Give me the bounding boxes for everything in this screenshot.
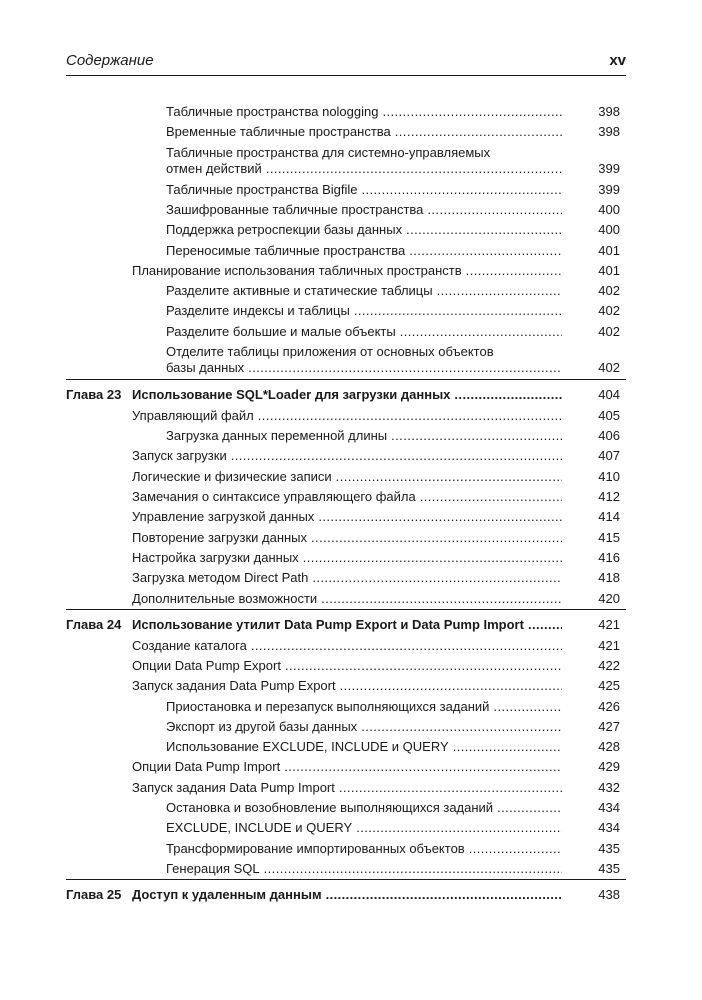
page-number: 401 <box>598 242 620 258</box>
entry-title: Загрузка данных переменной длины ..... <box>166 428 562 444</box>
entry-title: Разделите индексы и таблицы ..... <box>166 303 562 319</box>
chapter-label: Глава 25 <box>66 887 122 903</box>
entry-title: Табличные пространства Bigfile ..... <box>166 182 562 198</box>
page-number: 422 <box>598 657 620 673</box>
page-number: 400 <box>598 222 620 238</box>
entry-title: Опции Data Pump Import ..... <box>132 759 562 775</box>
entry-title: Поддержка ретроспекции базы данных ..... <box>166 222 562 238</box>
entry-title: Переносимые табличные пространства ..... <box>166 243 562 259</box>
entry-title: Управление загрузкой данных ..... <box>132 509 562 525</box>
page-number: 426 <box>598 698 620 714</box>
page-number: 404 <box>598 387 620 402</box>
running-header-page-number: xv <box>609 52 626 69</box>
page-number: 402 <box>598 303 620 319</box>
page-number: 405 <box>598 407 620 423</box>
entry-title: Опции Data Pump Export ..... <box>132 658 562 674</box>
entry-title: Загрузка методом Direct Path ..... <box>132 570 562 586</box>
entry-title: отмен действий ..... <box>166 161 562 177</box>
entry-title: Создание каталога ..... <box>132 638 562 654</box>
page-number: 399 <box>598 181 620 197</box>
chapter-label: Глава 23 <box>66 387 122 402</box>
page-number: 432 <box>598 779 620 795</box>
page-number: 438 <box>598 887 620 903</box>
entry-title: Разделите активные и статические таблицы ..... <box>166 283 562 299</box>
entry-title: Приостановка и перезапуск выполняющихся заданий ..... <box>166 699 562 715</box>
chapter-rule <box>66 879 626 880</box>
page-number: 434 <box>598 820 620 836</box>
page-number: 398 <box>598 124 620 140</box>
page-number: 401 <box>598 262 620 278</box>
entry-title: Доступ к удаленным данным ..... <box>132 887 562 903</box>
entry-title: Временные табличные пространства ..... <box>166 124 562 140</box>
page-number: 418 <box>598 570 620 586</box>
entry-title: Планирование использования табличных пространств ..... <box>132 263 562 279</box>
entry-title: Настройка загрузки данных ..... <box>132 550 562 566</box>
page-number: 425 <box>598 678 620 694</box>
entry-title: Зашифрованные табличные пространства ..... <box>166 202 562 218</box>
page-number: 399 <box>598 160 620 176</box>
page-number: 410 <box>598 468 620 484</box>
page-number: 412 <box>598 489 620 504</box>
page-number: 402 <box>598 283 620 299</box>
entry-title: Табличные пространства nologging ..... <box>166 104 562 120</box>
entry-title-line1: Отделите таблицы приложения от основных объектов <box>166 344 494 359</box>
page-number: 414 <box>598 509 620 525</box>
chapter-rule <box>66 379 626 380</box>
page-number: 427 <box>598 718 620 734</box>
page-number: 428 <box>598 739 620 755</box>
entry-title: Управляющий файл ..... <box>132 408 562 424</box>
entry-title: Повторение загрузки данных ..... <box>132 530 562 546</box>
page-number: 400 <box>598 201 620 217</box>
page-number: 398 <box>598 104 620 119</box>
entry-title: Запуск задания Data Pump Import ..... <box>132 780 562 796</box>
entry-title: Использование утилит Data Pump Export и Data Pump Import ..... <box>132 617 562 633</box>
entry-title: Использование SQL*Loader для загрузки данных ..... <box>132 387 562 403</box>
running-header-title: Содержание <box>66 52 154 69</box>
chapter-rule <box>66 609 626 610</box>
entry-title: Логические и физические записи ..... <box>132 469 562 485</box>
entry-title: EXCLUDE, INCLUDE и QUERY ..... <box>166 820 562 836</box>
entry-title: Остановка и возобновление выполняющихся заданий ..... <box>166 800 562 816</box>
entry-title: Экспорт из другой базы данных ..... <box>166 719 562 735</box>
page-number: 407 <box>598 448 620 464</box>
page-number: 421 <box>598 616 620 632</box>
page-number: 415 <box>598 529 620 545</box>
entry-title: Замечания о синтаксисе управляющего файла ..... <box>132 489 562 505</box>
page-number: 406 <box>598 428 620 444</box>
page-number: 416 <box>598 549 620 565</box>
page-number: 435 <box>598 860 620 876</box>
entry-title: Трансформирование импортированных объектов ..... <box>166 841 562 857</box>
entry-title-line1: Табличные пространства для системно-управляемых <box>166 144 491 160</box>
entry-title: Разделите большие и малые объекты ..... <box>166 324 562 340</box>
entry-title: Использование EXCLUDE, INCLUDE и QUERY ..... <box>166 739 562 755</box>
entry-title: Дополнительные возможности ..... <box>132 591 562 607</box>
page-number: 429 <box>598 759 620 775</box>
entry-title: Генерация SQL ..... <box>166 861 562 877</box>
page-number: 420 <box>598 590 620 606</box>
entry-title: Запуск задания Data Pump Export ..... <box>132 678 562 694</box>
entry-title: базы данных ..... <box>166 360 562 376</box>
page-number: 402 <box>598 360 620 375</box>
chapter-label: Глава 24 <box>66 616 122 632</box>
entry-title: Запуск загрузки ..... <box>132 448 562 464</box>
page-number: 435 <box>598 840 620 856</box>
page-number: 434 <box>598 800 620 815</box>
page-number: 402 <box>598 323 620 339</box>
page-number: 421 <box>598 637 620 653</box>
